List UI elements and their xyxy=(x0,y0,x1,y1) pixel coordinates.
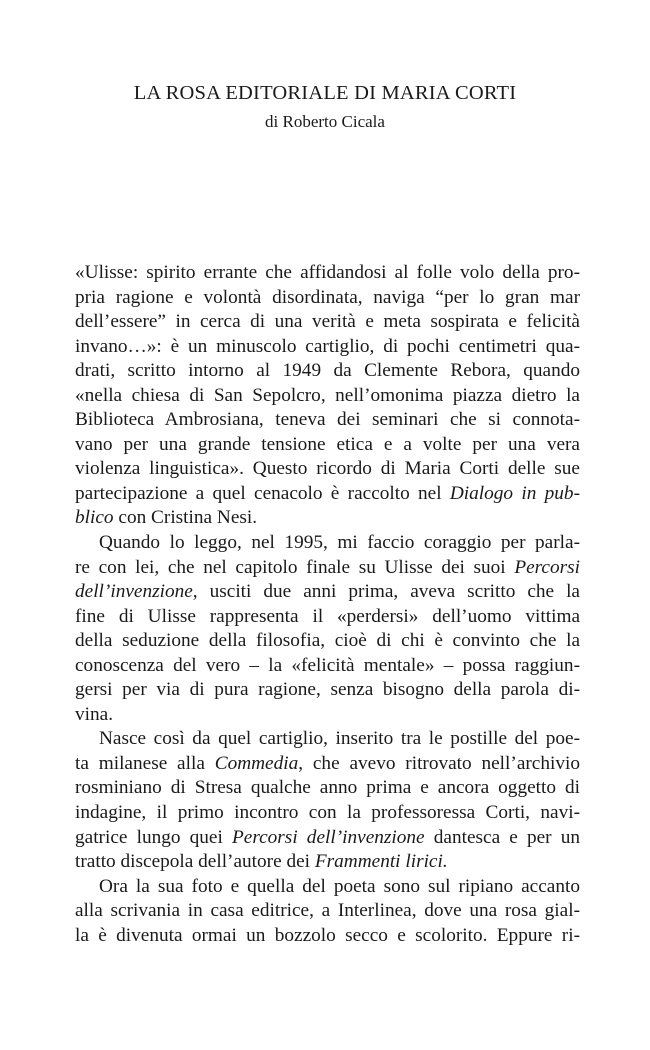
text-line xyxy=(75,506,580,531)
text-line xyxy=(75,629,580,654)
text-line xyxy=(75,924,580,949)
text-line xyxy=(75,556,580,581)
italic-title: blico xyxy=(75,507,114,529)
text-line xyxy=(75,310,580,335)
text-segment: drati, scritto intorno al 1949 da Clemente Rebora, quando xyxy=(75,360,580,382)
italic-title: dell’invenzione xyxy=(75,581,193,603)
text-line xyxy=(75,433,580,458)
text-line xyxy=(75,703,580,728)
text-segment: «nella chiesa di San Sepolcro, nell’omonima piazza dietro la xyxy=(75,384,580,406)
text-segment: gersi per via di pura ragione, senza bisogno della parola di- xyxy=(75,679,580,701)
text-segment: violenza linguistica». Questo ricordo di Maria Corti delle sue xyxy=(75,458,580,480)
text-line xyxy=(75,531,580,556)
text-segment: «Ulisse: spirito errante che affidandosi al folle volo della pro- xyxy=(75,262,580,283)
text-line xyxy=(75,408,580,433)
italic-title: Frammenti lirici. xyxy=(314,851,448,873)
text-line xyxy=(75,335,580,360)
text-line xyxy=(75,605,580,630)
text-line xyxy=(75,384,580,409)
italic-title: Commedia xyxy=(214,752,299,774)
text-line xyxy=(75,359,580,384)
text-segment: indagine, il primo incontro con la professoressa Corti, navi- xyxy=(75,802,580,824)
text-segment: , usciti due anni prima, aveva scritto che la xyxy=(192,581,580,603)
text-segment: Nasce così da quel cartiglio, inserito tra le postille del poe- xyxy=(99,728,580,750)
paragraph xyxy=(75,875,580,949)
chapter-title: LA ROSA EDITORIALE DI MARIA CORTI xyxy=(133,82,517,104)
text-segment: con Cristina Nesi. xyxy=(113,507,258,529)
text-segment: tratto discepola dell’autore dei xyxy=(75,851,315,873)
text-segment: re con lei, che nel capitolo finale su Ulisse dei suoi xyxy=(75,556,515,578)
text-line xyxy=(75,286,580,311)
text-segment: , che avevo ritrovato nell’archivio xyxy=(298,752,580,774)
text-segment: Ora la sua foto e quella del poeta sono sul ripiano accanto xyxy=(99,875,580,897)
text-segment: gatrice lungo quei xyxy=(75,826,232,848)
text-segment: dantesca e per un xyxy=(424,826,580,848)
text-line xyxy=(75,875,580,900)
text-segment: vina. xyxy=(75,703,114,725)
text-line xyxy=(75,776,580,801)
text-line xyxy=(75,752,580,777)
italic-title: Percorsi dell’invenzione xyxy=(231,826,425,848)
text-segment: vano per una grande tensione etica e a volte per una vera xyxy=(75,433,580,455)
text-line xyxy=(75,899,580,924)
text-segment: alla scrivania in casa editrice, a Interlinea, dove una rosa gial- xyxy=(75,900,580,922)
text-line xyxy=(75,654,580,679)
text-segment: rosminiano di Stresa qualche anno prima e ancora oggetto di xyxy=(75,777,580,799)
text-segment: Biblioteca Ambrosiana, teneva dei seminari che si connota- xyxy=(75,409,580,431)
chapter-author: di Roberto Cicala xyxy=(265,112,385,131)
text-segment: partecipazione a quel cenacolo è raccolto nel xyxy=(75,482,450,504)
text-segment: fine di Ulisse rappresenta il «perdersi» dell’uomo vittima xyxy=(75,605,580,627)
paragraph xyxy=(75,531,580,727)
text-line xyxy=(75,801,580,826)
text-segment: Quando lo leggo, nel 1995, mi faccio coraggio per parla- xyxy=(99,532,580,554)
text-line xyxy=(75,826,580,851)
paragraph xyxy=(75,261,580,531)
italic-title: Percorsi xyxy=(514,556,580,578)
paragraph xyxy=(75,727,580,874)
text-segment: dell’essere” in cerca di una verità e meta sospirata e felicità xyxy=(75,311,580,333)
text-segment: la è divenuta ormai un bozzolo secco e scolorito. Eppure ri- xyxy=(75,924,580,946)
text-line xyxy=(75,261,580,286)
text-line xyxy=(75,850,580,875)
text-segment: della seduzione della filosofia, cioè di chi è convinto che la xyxy=(75,630,580,652)
text-line xyxy=(75,482,580,507)
text-line xyxy=(75,580,580,605)
italic-title: Dialogo in pub- xyxy=(449,482,580,504)
text-segment: pria ragione e volontà disordinata, naviga “per lo gran mar xyxy=(75,286,580,308)
text-segment: invano…»: è un minuscolo cartiglio, di pochi centimetri qua- xyxy=(75,335,580,357)
text-segment: ta milanese alla xyxy=(75,752,215,774)
text-segment: conoscenza del vero – la «felicità mentale» – possa raggiun- xyxy=(75,654,580,676)
text-line xyxy=(75,457,580,482)
text-line xyxy=(75,678,580,703)
body-text xyxy=(75,261,580,948)
text-line xyxy=(75,727,580,752)
